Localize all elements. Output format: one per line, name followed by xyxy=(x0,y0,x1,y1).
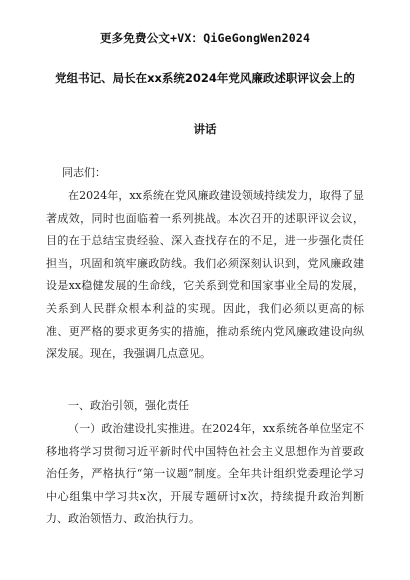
greeting: 同志们： xyxy=(62,166,106,179)
document-title: 党组书记、局长在xx系统2024年党风廉政述职评议会上的 xyxy=(55,71,355,85)
paragraph-political-construction: （一）政治建设扎实推进。在2024年，xx系统各单位坚定不移地将学习贯彻习近平新时代中国特色社会主义思想作为首要政治任务，严格执行“第一议题”制度。全年共计组织党委理论学习中心组集中学习共x次，开展专题研讨x次，持续提升政治判断力、政治领悟力、政治执行力。 xyxy=(46,422,364,526)
section-heading: 一、政治引领，强化责任 xyxy=(68,399,189,412)
document-title-continued: 讲话 xyxy=(193,122,217,136)
paragraph-intro: 在2024年，xx系统在党风廉政建设领域持续发力，取得了显著成效，同时也面临着一系列挑战。本次召开的述职评议会议，目的在于总结宝贵经验、深入查找存在的不足，进一步强化责任担当，巩固和筑牢廉政防线。我们必须深刻认识到，党风廉政建设是xx稳健发展的生命线，它关系到党和国家事业全局的发展，关系到人民群众根本利益的实现。因此，我们必须以更高的标准、更严格的要求更务实的措施，推动系统内党风廉政建设向纵深发展。现在，我强调几点意见。 xyxy=(46,189,364,361)
header-promo-text: 更多免费公文+VX：QiGeGongWen2024 xyxy=(99,31,311,45)
